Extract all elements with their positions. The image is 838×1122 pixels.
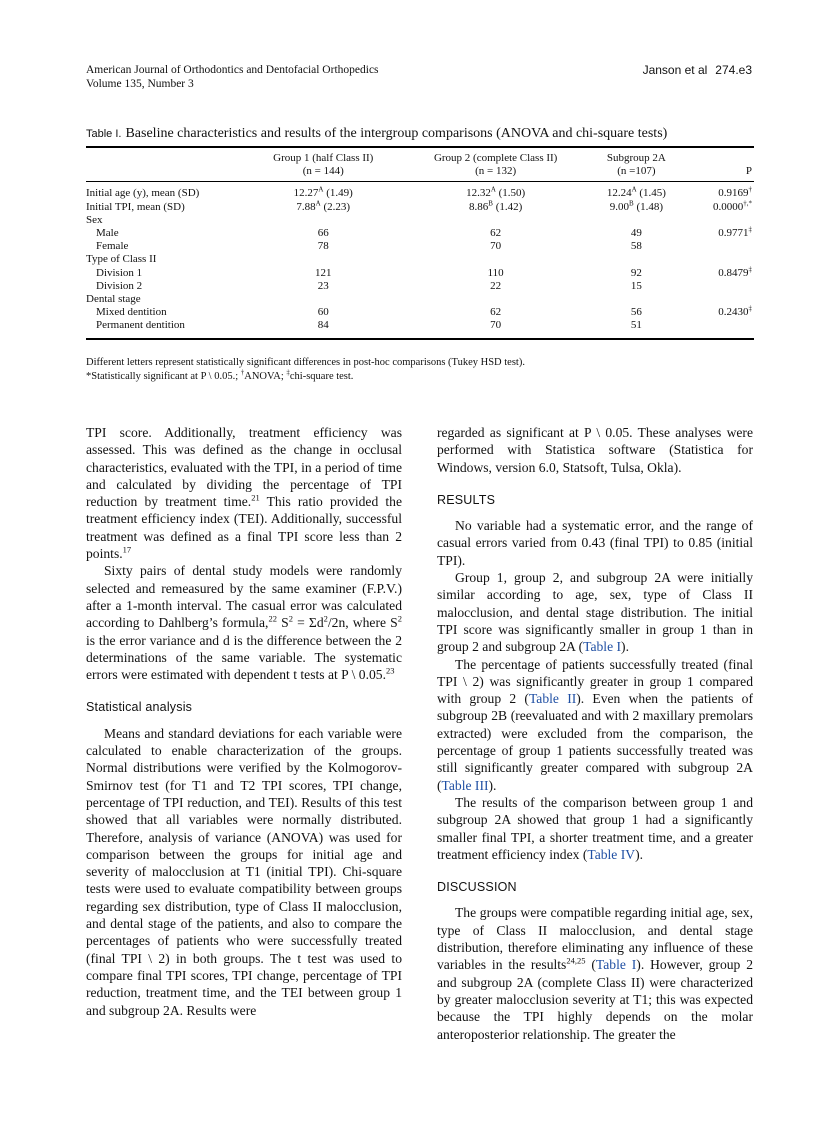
text-run: Group 1, group 2, and subgroup 2A were initially similar according to age, sex, type of Class II malocclusion, and dental stage distribution. The initial TPI score was significantly smaller in group 1 than in group 2 and subgroup 2A ( bbox=[437, 570, 753, 655]
table-cell: $12.32^A$ (1.50) bbox=[466, 185, 526, 200]
p-value bbox=[682, 240, 754, 253]
paragraph bbox=[86, 424, 402, 562]
header-group1: Group 1 (half Class II) (n = 144) bbox=[246, 147, 401, 182]
table-reference-link[interactable]: Table I bbox=[583, 639, 622, 655]
reference-superscript: 24,25 bbox=[566, 955, 586, 966]
text-run: This ratio provided the treatment efficiency index (TEI). Additionally, successful treatment was defined as a final TPI score less than 2 points. bbox=[86, 494, 403, 562]
table-caption bbox=[86, 126, 754, 142]
table-cell: 110 bbox=[487, 266, 504, 279]
p-value: 0.2430‡ bbox=[718, 304, 752, 319]
footnote-letters: Different letters represent statistically significant differences in post-hoc comparisons (Tukey HSD test). bbox=[86, 357, 525, 368]
table-cell bbox=[246, 293, 401, 306]
table-cell: 23 bbox=[317, 279, 329, 292]
table-row bbox=[86, 280, 754, 293]
reference-superscript: 2 bbox=[397, 613, 402, 624]
table-row bbox=[86, 227, 754, 240]
table-cell: 84 bbox=[246, 319, 401, 338]
table-row bbox=[86, 267, 754, 280]
page-number: 274.e3 bbox=[715, 63, 752, 77]
p-value: 0.9169† bbox=[718, 185, 752, 200]
table-cell: $8.86^B$ (1.42) bbox=[469, 198, 523, 213]
right-column bbox=[437, 424, 753, 1043]
text-run: The percentage of patients successfully treated (final TPI \ 2) was significantly greater in group 1 compared with group 2 ( bbox=[437, 656, 753, 707]
table-cell: 78 bbox=[317, 240, 329, 253]
table-cell: $9.00^B$ (1.48) bbox=[609, 198, 664, 213]
p-value bbox=[682, 253, 754, 266]
table-cell bbox=[246, 253, 401, 266]
table-cell bbox=[401, 214, 591, 227]
row-label: Mixed dentition bbox=[96, 306, 167, 319]
table-cell: 70 bbox=[401, 319, 591, 338]
text-run: ). bbox=[635, 846, 644, 862]
table-row bbox=[86, 306, 754, 319]
table-row bbox=[86, 240, 754, 253]
table-cell: $12.27^A$ (1.49) bbox=[293, 185, 353, 200]
p-value: 0.9771‡ bbox=[718, 225, 752, 240]
table-reference-link[interactable]: Table II bbox=[528, 691, 577, 707]
table-reference-link[interactable]: Table III bbox=[441, 777, 489, 793]
paragraph bbox=[437, 656, 753, 794]
row-label: Type of Class II bbox=[86, 253, 157, 266]
journal-name: American Journal of Orthodontics and Dentofacial Orthopedics bbox=[86, 64, 379, 76]
table-cell: 121 bbox=[315, 266, 332, 279]
reference-superscript: 2 bbox=[323, 613, 328, 624]
row-label: Permanent dentition bbox=[86, 319, 246, 338]
row-label: Female bbox=[96, 240, 129, 253]
table-cell: 15 bbox=[630, 279, 642, 292]
text-run: ). However, group 2 and subgroup 2A (complete Class II) were characterized by greater malocclusion severity at T1; this was expected because the TPI highly depends on the molar anteroposterior relationship. The greater the bbox=[437, 957, 754, 1042]
paragraph bbox=[437, 424, 753, 476]
reference-superscript: 23 bbox=[386, 665, 395, 676]
table-cell bbox=[591, 293, 682, 306]
header-p: P bbox=[682, 147, 754, 182]
text-run: TPI score. Additionally, treatment efficiency was assessed. This was defined as the change in occlusal characteristics, evaluated with the TPI, in a period of time and calculated by dividing the percentage of TPI reduction by treatment time. bbox=[86, 425, 402, 510]
table-cell bbox=[401, 253, 591, 266]
paragraph bbox=[437, 569, 753, 655]
row-label: Dental stage bbox=[86, 293, 141, 306]
paragraph bbox=[437, 517, 753, 569]
table-cell: 92 bbox=[630, 266, 642, 279]
p-value bbox=[682, 214, 754, 227]
section-heading: RESULTS bbox=[437, 492, 496, 507]
table-row bbox=[86, 214, 754, 227]
baseline-table bbox=[86, 146, 754, 340]
running-header-page bbox=[643, 63, 752, 77]
row-label: Male bbox=[96, 227, 119, 240]
table-row bbox=[86, 319, 754, 338]
table-cell: $12.24^A$ (1.45) bbox=[606, 185, 666, 200]
journal-volume: Volume 135, Number 3 bbox=[86, 78, 194, 90]
table-cell: 70 bbox=[490, 240, 502, 253]
table-label: Table I. bbox=[86, 128, 122, 140]
text-run: The groups were compatible regarding initial age, sex, type of Class II malocclusion, and dental stage distribution, therefore eliminating any influence of these variables in the results bbox=[437, 905, 753, 973]
table-cell: 62 bbox=[490, 306, 502, 319]
table-cell: $7.88^A$ (2.23) bbox=[296, 198, 351, 213]
text-run: regarded as significant at P \ 0.05. These analyses were performed with Statistica software (Statistica for Windows, version 6.0, Statsoft, Tulsa, Okla). bbox=[437, 425, 753, 475]
text-run: ). bbox=[488, 777, 497, 793]
paragraph bbox=[437, 904, 753, 1042]
text-run: Means and standard deviations for each variable were calculated to enable characterization of the groups. Normal distributions were verified by the Kolmogorov-Smirnov test (for T1 and T2 TPI scores, TPI change, percentage of TPI reduction, and TEI). Results of this test showed that all variables were normally distributed. Therefore, analysis of variance (ANOVA) was used for comparison between the groups for initial age and severity of malocclusion at T1 (initial TPI). Chi-square tests were used to evaluate compatibility between groups regarding sex distribution, type of Class II malocclusion, and dental stage of the patients, and also to compare the percentages of patients who were successfully treated (final TPI \ 2) in both groups. The t test was used to compare final TPI scores, TPI change, percentage of TPI reduction, treatment time, and the TEI between group 1 and subgroup 2A. Results were bbox=[86, 725, 402, 1018]
section-heading: Statistical analysis bbox=[86, 700, 193, 715]
reference-superscript: 22 bbox=[268, 613, 277, 624]
running-header-journal bbox=[86, 63, 379, 91]
table-header-row bbox=[86, 147, 754, 182]
section-heading: DISCUSSION bbox=[437, 880, 517, 895]
text-run: /2n, where S bbox=[327, 615, 398, 631]
paragraph bbox=[437, 794, 753, 863]
table-cell: 58 bbox=[630, 240, 642, 253]
footnote-symbols: *Statistically significant at P \ 0.05.; †ANOVA; ‡chi-square test. bbox=[86, 368, 354, 382]
paragraph bbox=[86, 562, 402, 683]
row-label: Initial TPI, mean (SD) bbox=[86, 200, 185, 213]
header-group2: Group 2 (complete Class II) (n = 132) bbox=[401, 147, 591, 182]
table-cell: 62 bbox=[490, 227, 502, 240]
text-run: S bbox=[276, 615, 289, 631]
table-cell: 51 bbox=[591, 319, 682, 338]
reference-superscript: 21 bbox=[251, 492, 260, 503]
p-value: 0.8479‡ bbox=[718, 264, 752, 279]
reference-superscript: 2 bbox=[288, 613, 293, 624]
text-run: No variable had a systematic error, and the range of casual errors varied from 0.43 (final TPI) to 0.85 (initial TPI). bbox=[437, 518, 753, 568]
table-cell: 56 bbox=[630, 306, 642, 319]
paragraph bbox=[86, 725, 402, 1019]
text-run: The results of the comparison between group 1 and subgroup 2A showed that group 1 had a significantly smaller final TPI, a shorter treatment time, and a greater treatment efficiency index ( bbox=[437, 794, 753, 862]
p-value bbox=[682, 280, 754, 293]
reference-superscript: 17 bbox=[122, 544, 132, 555]
row-label: Initial age (y), mean (SD) bbox=[86, 187, 200, 200]
table-row bbox=[86, 253, 754, 266]
table-cell: 66 bbox=[317, 227, 329, 240]
header-empty bbox=[86, 147, 246, 182]
text-run: ). bbox=[621, 639, 629, 655]
table-reference-link[interactable]: Table I bbox=[595, 957, 637, 973]
text-run: ( bbox=[585, 957, 596, 973]
header-subgroup2a: Subgroup 2A (n =107) bbox=[591, 147, 682, 182]
row-label: Division 2 bbox=[96, 279, 143, 292]
text-run: is the error variance and d is the difference between the 2 determinations of the same variable. The systematic errors were estimated with dependent t tests at P \ 0.05. bbox=[86, 632, 402, 683]
table-cell bbox=[591, 253, 682, 266]
text-run: = Σd bbox=[292, 615, 324, 631]
table-cell: 60 bbox=[317, 306, 329, 319]
table-row bbox=[86, 182, 754, 201]
text-run: Sixty pairs of dental study models were randomly selected and remeasured by the same examiner (F.P.V.) after a 1-month interval. The casual error was calculated according to Dahlberg’s formula, bbox=[86, 563, 402, 631]
table-reference-link[interactable]: Table IV bbox=[587, 846, 636, 862]
table-cell bbox=[591, 214, 682, 227]
text-run: ). Even when the patients of subgroup 2B (reevaluated and with 2 maxillary premolars extracted) were excluded from the comparison, the percentage of group 1 patients successfully treated was still significantly greater compared with subgroup 2A ( bbox=[437, 691, 753, 793]
table-title: Baseline characteristics and results of the intergroup comparisons (ANOVA and chi-square tests) bbox=[125, 126, 668, 141]
left-column bbox=[86, 424, 402, 1019]
authors: Janson et al bbox=[642, 63, 708, 77]
table-row bbox=[86, 201, 754, 214]
table-row bbox=[86, 293, 754, 306]
table-cell: 22 bbox=[490, 279, 502, 292]
table-cell bbox=[401, 293, 591, 306]
row-label: Division 1 bbox=[96, 266, 143, 279]
p-value bbox=[682, 293, 754, 306]
table-cell: 49 bbox=[630, 227, 642, 240]
row-label: Sex bbox=[86, 213, 103, 226]
table-cell bbox=[246, 214, 401, 227]
p-value bbox=[682, 319, 754, 338]
p-value: 0.0000†,* bbox=[713, 198, 752, 213]
table-footnotes bbox=[86, 356, 525, 383]
